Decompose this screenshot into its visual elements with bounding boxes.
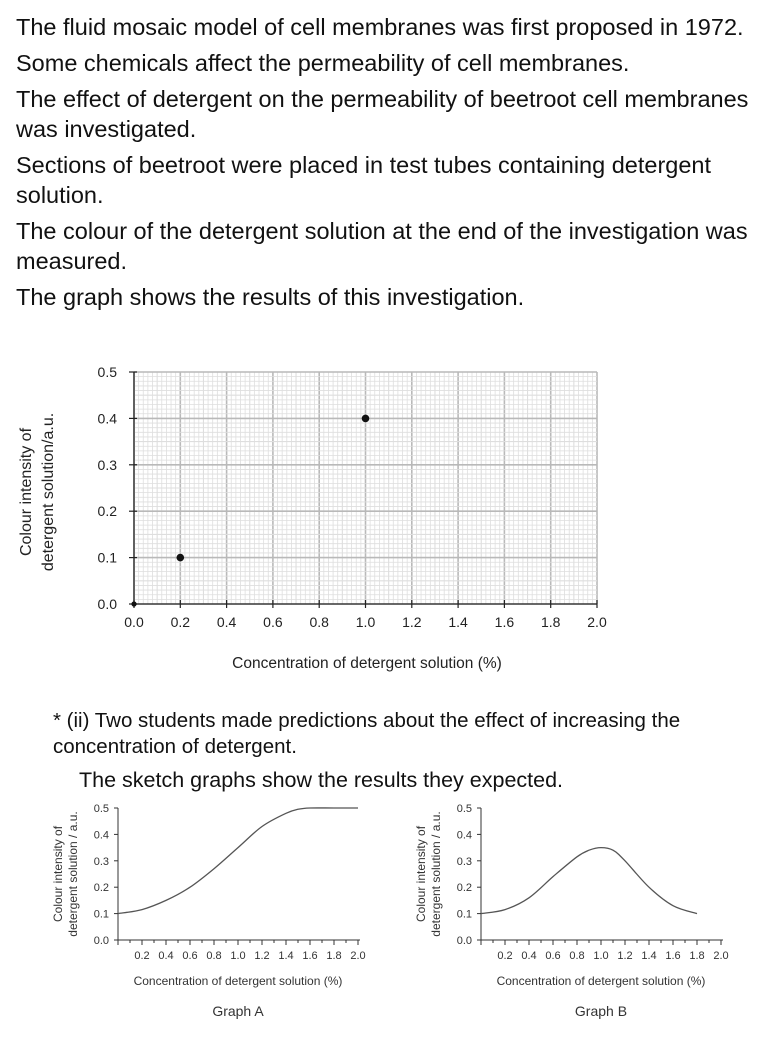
chart-axes [51, 803, 366, 1019]
x-tick-label: 0.4 [216, 614, 237, 630]
y-axis-label-line2: detergent solution / a.u. [66, 811, 80, 937]
x-tick-label: 0.8 [309, 614, 329, 630]
intro-paragraph: Some chemicals affect the permeability of cell membranes. [16, 50, 630, 76]
y-tick-label: 0.0 [97, 596, 117, 612]
y-tick-label: 0.5 [97, 364, 117, 380]
x-tick-label: 1.6 [494, 614, 515, 630]
x-tick-label: 2.0 [713, 950, 729, 962]
x-tick-label: 2.0 [587, 614, 607, 630]
y-axis-label-line2: detergent solution / a.u. [429, 811, 443, 937]
x-tick-label: 0.8 [569, 950, 585, 962]
intro-paragraph: The fluid mosaic model of cell membranes was first proposed in 1972. [16, 14, 744, 40]
x-tick-label: 0.4 [158, 950, 174, 962]
y-axis-label-line2: detergent solution/a.u. [40, 412, 57, 572]
origin-dot [131, 601, 136, 606]
x-tick-label: 1.8 [540, 614, 561, 630]
data-point [177, 554, 185, 562]
y-tick-label: 0.1 [97, 549, 117, 566]
chart-marks [481, 848, 697, 914]
graph-b-caption: Graph B [574, 1003, 628, 1019]
x-tick-label: 1.8 [689, 950, 705, 962]
y-tick-label: 0.3 [97, 456, 117, 473]
y-tick-label: 0.5 [456, 803, 472, 815]
y-tick-label: 0.4 [97, 410, 117, 427]
chart-marks [118, 808, 358, 914]
intro-text [16, 12, 751, 318]
y-tick-label: 0.2 [97, 503, 117, 520]
chart-grid [134, 372, 597, 604]
x-tick-label: 1.4 [448, 614, 468, 630]
y-tick-label: 0.5 [93, 803, 109, 815]
data-point [362, 415, 370, 423]
sketch-intro-text: The sketch graphs show the results they expected. [79, 768, 564, 792]
x-tick-label: 1.2 [402, 614, 422, 630]
intro-paragraph: The effect of detergent on the permeability of beetroot cell membranes was investigated. [16, 86, 749, 142]
y-axis-label-line1: Colour intensity of [51, 825, 65, 923]
x-tick-label: 1.0 [230, 950, 246, 962]
x-tick-label: 0.6 [263, 614, 283, 630]
x-tick-label: 1.6 [665, 950, 681, 962]
x-tick-label: 1.4 [278, 950, 294, 962]
y-tick-label: 0.0 [93, 935, 109, 947]
y-tick-label: 0.4 [456, 829, 472, 842]
x-tick-label: 1.2 [254, 950, 270, 962]
x-tick-label: 2.0 [350, 950, 366, 962]
x-axis-label: Concentration of detergent solution (%) [232, 655, 502, 672]
x-tick-label: 0.2 [134, 950, 150, 962]
x-tick-label: 1.6 [302, 950, 318, 962]
x-tick-label: 1.0 [355, 614, 376, 630]
x-tick-label: 0.8 [206, 950, 222, 962]
sketch-graph-b [403, 795, 743, 1030]
intro-paragraph: The colour of the detergent solution at the end of the investigation was measured. [16, 218, 748, 274]
y-axis-label-line1: Colour intensity of [414, 825, 428, 923]
graph-a-caption: Graph A [212, 1003, 264, 1019]
x-tick-label: 0.2 [170, 614, 191, 630]
chart-axes [414, 803, 729, 1019]
y-tick-label: 0.1 [456, 908, 472, 921]
y-axis-label-line1: Colour intensity of [18, 427, 35, 557]
x-tick-label: 1.2 [617, 950, 633, 962]
y-tick-label: 0.2 [456, 882, 472, 895]
x-tick-label: 0.4 [521, 950, 537, 962]
x-axis-label: Concentration of detergent solution (%) [496, 974, 706, 988]
y-tick-label: 0.4 [93, 829, 109, 842]
y-tick-label: 0.3 [456, 855, 472, 868]
results-chart [0, 355, 761, 680]
intro-paragraph: The graph shows the results of this investigation. [16, 284, 525, 310]
x-tick-label: 1.8 [326, 950, 342, 962]
x-tick-label: 1.0 [593, 950, 609, 962]
graph-b-curve [481, 848, 697, 914]
x-tick-label: 0.6 [182, 950, 198, 962]
y-tick-label: 0.1 [93, 908, 109, 921]
x-tick-label: 0.0 [124, 614, 144, 630]
y-tick-label: 0.0 [456, 935, 472, 947]
x-tick-label: 0.6 [545, 950, 561, 962]
x-axis-label: Concentration of detergent solution (%) [133, 974, 343, 988]
intro-paragraph: Sections of beetroot were placed in test tubes containing detergent solution. [16, 152, 712, 208]
question-text: * (ii) Two students made predictions about the effect of increasing the concentration of detergent. [53, 709, 681, 758]
sketch-graph-a [40, 795, 380, 1030]
y-tick-label: 0.2 [93, 882, 109, 895]
x-tick-label: 0.2 [497, 950, 513, 962]
graph-a-curve [118, 808, 358, 914]
y-tick-label: 0.3 [93, 855, 109, 868]
x-tick-label: 1.4 [641, 950, 657, 962]
